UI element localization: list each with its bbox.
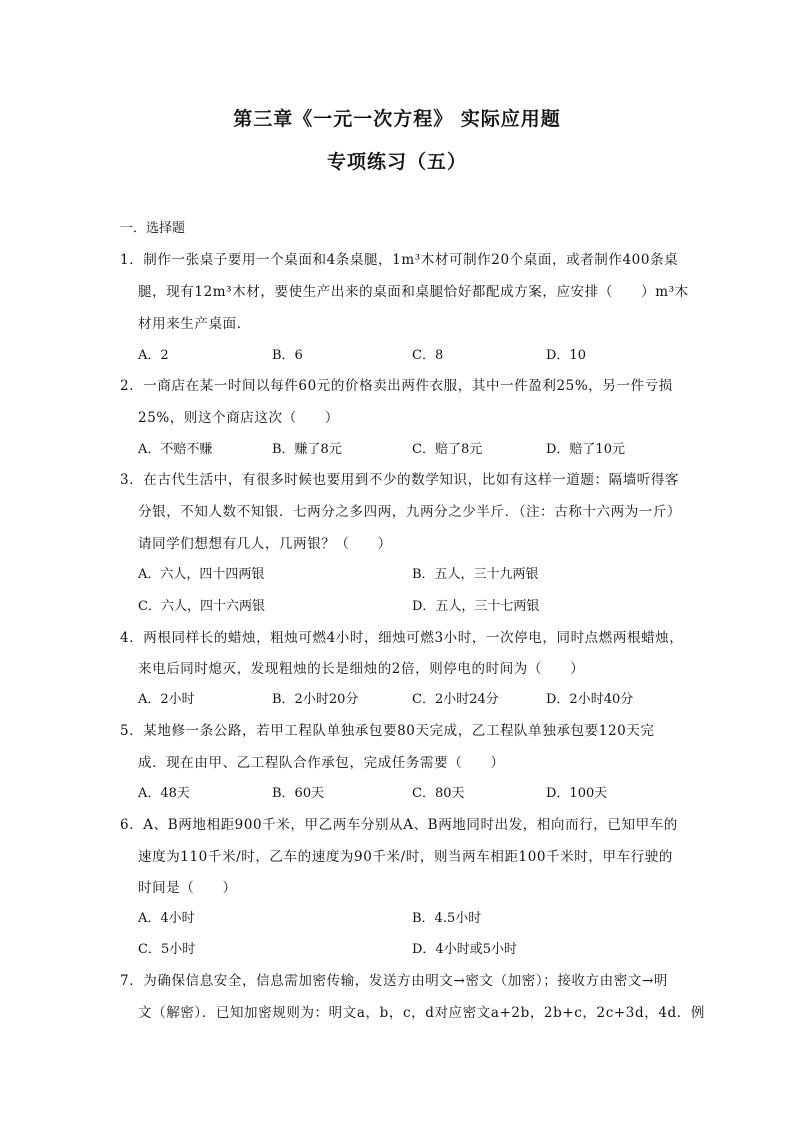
question-number: 2． <box>120 378 144 394</box>
question-text: 两根同样长的蜡烛，粗烛可燃4小时，细烛可燃3小时，一次停电，同时点燃两根蜡烛， <box>143 630 684 646</box>
question-2-line-2: 25%，则这个商店这次（ ） <box>138 410 340 426</box>
question-text: 为确保信息安全，信息需加密传输，发送方由明文→密文（加密）；接收方由密文→明 <box>143 973 668 989</box>
question-5-option-a: A．48天 <box>138 786 190 801</box>
question-number: 3． <box>120 472 144 488</box>
question-6-option-c: C．5小时 <box>138 942 196 957</box>
question-2-line-1 <box>120 374 680 394</box>
question-6-option-d: D．4小时或5小时 <box>412 942 517 957</box>
question-2-option-c: C．赔了8元 <box>412 442 483 457</box>
question-6-option-b: B．4.5小时 <box>412 911 482 926</box>
question-6-line-2: 速度为110千米/时，乙车的速度为90千米/时，则当两车相距100千米时，甲车行驶的 <box>138 849 674 865</box>
question-number: 4． <box>120 630 144 646</box>
question-5-option-c: C．80天 <box>412 786 465 801</box>
question-3-line-1 <box>120 468 680 488</box>
question-6-line-3: 时间是（ ） <box>138 880 237 896</box>
question-4-option-d: D．2小时40分 <box>546 692 634 707</box>
question-text: 在古代生活中，有很多时候也要用到不少的数学知识，比如有这样一道题：隔墙听得客 <box>143 472 680 488</box>
question-3-option-b: B．五人，三十九两银 <box>412 567 539 582</box>
question-4-option-a: A．2小时 <box>138 692 195 707</box>
question-text: A、B两地相距900千米，甲乙两车分别从A、B两地同时出发，相向而行，已知甲车的 <box>143 817 678 833</box>
question-number: 1． <box>120 252 144 268</box>
question-1-line-1 <box>120 248 680 268</box>
question-3-line-3: 请同学们想想有几人，几两银？（ ） <box>138 536 392 552</box>
question-4-line-2: 来电后同时熄灭，发现粗烛的长是细烛的2倍，则停电的时间为（ ） <box>138 661 585 677</box>
question-6-line-1 <box>120 813 680 833</box>
question-2-option-a: A．不赔不赚 <box>138 442 213 457</box>
question-text: 某地修一条公路，若甲工程队单独承包要80天完成，乙工程队单独承包要120天完 <box>143 723 655 739</box>
question-1-option-c: C．8 <box>412 348 444 363</box>
question-2-option-b: B．赚了8元 <box>272 442 342 457</box>
question-5-line-2: 成．现在由甲、乙工程队合作承包，完成任务需要（ ） <box>138 755 505 771</box>
question-3-option-a: A．六人，四十四两银 <box>138 567 265 582</box>
question-1-option-a: A．2 <box>138 348 169 363</box>
question-5-line-1 <box>120 719 680 739</box>
document-subtitle: 专项练习（五） <box>326 151 467 173</box>
question-number: 6． <box>120 817 144 833</box>
document-title: 第三章《一元一次方程》 实际应用题 <box>233 108 561 130</box>
question-3-line-2: 分银，不知人数不知银．七两分之多四两，九两分之少半斤．（注：古称十六两为一斤） <box>138 504 682 520</box>
question-7-line-2: 文（解密）．已知加密规则为：明文a，b，c，d对应密文a+2b，2b+c，2c+3d，4d．例 <box>138 1005 705 1021</box>
question-text: 制作一张桌子要用一个桌面和4条桌腿，1m³木材可制作20个桌面，或者制作400条桌 <box>143 252 679 268</box>
question-3-option-d: D．五人，三十七两银 <box>412 599 540 614</box>
question-number: 5． <box>120 723 144 739</box>
question-1-line-3: 材用来生产桌面． <box>138 316 251 332</box>
question-4-option-c: C．2小时24分 <box>412 692 499 707</box>
question-5-option-d: D．100天 <box>546 786 608 801</box>
question-4-line-1 <box>120 626 684 646</box>
question-1-option-b: B．6 <box>272 348 303 363</box>
question-6-option-a: A．4小时 <box>138 911 195 926</box>
question-4-option-b: B．2小时20分 <box>272 692 359 707</box>
question-2-option-d: D．赔了10元 <box>546 442 625 457</box>
question-5-option-b: B．60天 <box>272 786 325 801</box>
question-1-line-2: 腿，现有12m³木材，要使生产出来的桌面和桌腿恰好都配成方案，应安排（ ）m³木 <box>138 284 689 300</box>
question-1-option-d: D．10 <box>546 348 586 363</box>
section-heading: 一．选择题 <box>120 221 186 236</box>
question-7-line-1 <box>120 969 680 989</box>
question-number: 7． <box>120 973 144 989</box>
question-3-option-c: C．六人，四十六两银 <box>138 599 265 614</box>
question-text: 一商店在某一时间以每件60元的价格卖出两件衣服，其中一件盈利25%，另一件亏损 <box>143 378 673 394</box>
